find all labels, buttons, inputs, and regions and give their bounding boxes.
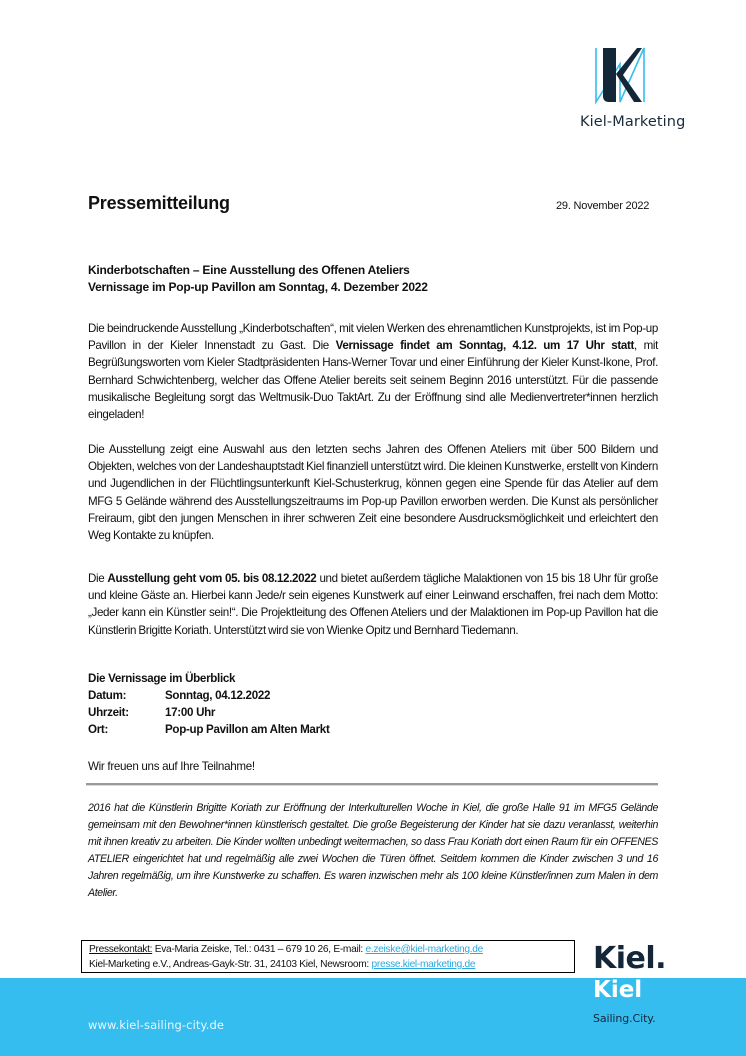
overview-label: Uhrzeit: [88, 706, 129, 719]
background-note: 2016 hat die Künstlerin Brigitte Koriath zur Eröffnung der Interkulturellen Woche in Kiel, die große Halle 91 im MFG5 Gelände gemeinsam mit den Bewohner*innen künstlerisch gestaltet. Die große Begeisterung der Kinder hat sie dazu veranlasst, weiterhin mit ihnen kreativ zu arbeiten. Die Kinder wollten unbedingt weitermachen, so dass Frau Koriath dort einen Raum für ein OFFENES ATELIER eingerichtet hat und regelmäßig alle zwei Wochen die Türen öffnet. Seitdem kommen die Kinder zwischen 3 und 16 Jahren regelmäßig, um ihre Kunstwerke zu schaffen. Es waren inzwischen mehr als 100 kleine Künstler/innen zum Malen in dem Atelier. [88, 802, 658, 900]
logo-text: Kiel-Marketing [580, 114, 686, 130]
headline [88, 262, 668, 296]
paragraph-1 [88, 320, 658, 423]
headline-line-2: Vernissage im Pop-up Pavillon am Sonntag, 4. Dezember 2022 [88, 280, 428, 294]
overview-value: Pop-up Pavillon am Alten Markt [165, 723, 330, 736]
p1-text-a: Die beindruckende Ausstellung „Kinderbotschaften“, mit vielen Werken des ehrenamtlichen Kunstprojekts, ist im Pop-up Pavillon in der Kieler Innenstadt zu Gast. Die [88, 322, 658, 353]
kiel-marketing-logo [580, 44, 690, 130]
p3-text-c: und bietet außerdem tägliche Malaktionen von 15 bis 18 Uhr für große und kleine Gäste an. Hierbei kann Jede/r sein eigenes Kunstwerk auf einer Leinwand erschaffen, frei nach dem Motto: „Jeder kann ein Künstler sein!“. Die Projektleitung des Offenen Ateliers und der Malaktionen im Pop-up Pavillon hat die Künstlerin Brigitte Koriath. Unterstützt wird sie von Wienke Opitz und Bernhard Tiedemann. [88, 572, 659, 637]
overview-value: Sonntag, 04.12.2022 [165, 689, 271, 702]
kiel-sailing-city-logo [593, 941, 683, 1025]
p1-text-c: , mit Begrüßungsworten vom Kieler Stadtpräsidenten Hans-Werner Tovar und einer Einführung der Kieler Kunst-Ikone, Prof. Bernhard Schwichtenberg, welcher das Offene Atelier bereits seit seinem Beginn 2016 unterstützt. Für die passende musikalische Begleitung sorgt das Weltmusik-Duo TaktArt. Zu der Eröffnung sind alle Medienvertreter*innen herzlich eingeladen! [88, 339, 658, 422]
overview-row-time [88, 704, 330, 721]
logo-kiel-mirrored: Kiel [593, 977, 643, 1003]
overview-row-place [88, 721, 330, 738]
overview-value: 17:00 Uhr [165, 706, 216, 719]
paragraph-2: Die Ausstellung zeigt eine Auswahl aus den letzten sechs Jahren des Offenen Ateliers mit über 500 Bildern und Objekten, welches von der Landeshauptstadt Kiel finanziell unterstützt wird. Die kleinen Kunstwerke, erstellt von Kindern und Jugendlichen in der Flüchtlingsunterkunft Kiel-Schusterkrug, können gegen eine Spende für das Atelier auf dem MFG 5 Gelände während des Ausstellungszeitraums im Pop-up Pavillon erworben werden. Die Kunst als persönlicher Freiraum, gibt den jungen Menschen in ihrer schweren Zeit eine besondere Ausdrucksmöglichkeit und erleichtert den Weg Kontakte zu knüpfen. [88, 443, 658, 543]
closing-text: Wir freuen uns auf Ihre Teilnahme! [88, 760, 255, 773]
contact-line-1 [89, 942, 574, 957]
divider [86, 783, 658, 786]
headline-line-1: Kinderbotschaften – Eine Ausstellung des Offenen Ateliers [88, 263, 410, 277]
press-contact-box [81, 940, 575, 973]
overview-label: Ort: [88, 723, 109, 736]
overview-row-date [88, 687, 330, 704]
page-title: Pressemitteilung [88, 193, 230, 213]
p1-bold: Vernissage findet am Sonntag, 4.12. um 17 Uhr statt [335, 339, 634, 353]
k-logo-icon [590, 44, 650, 106]
logo-kiel-dark: Kiel. [593, 941, 667, 976]
release-date: 29. November 2022 [556, 200, 650, 212]
contact-label: Pressekontakt: [89, 944, 153, 955]
footer-url[interactable]: www.kiel-sailing-city.de [88, 1018, 225, 1032]
email-link[interactable]: e.zeiske@kiel-marketing.de [365, 944, 483, 955]
p3-bold: Ausstellung geht vom 05. bis 08.12.2022 [107, 572, 317, 585]
contact-details: Eva-Maria Zeiske, Tel.: 0431 – 679 10 26, E-mail: [152, 944, 366, 955]
overview-title: Die Vernissage im Überblick [88, 672, 236, 685]
contact-address: Kiel-Marketing e.V., Andreas-Gayk-Str. 31, 24103 Kiel, Newsroom: [89, 959, 372, 970]
contact-line-2 [89, 957, 574, 972]
p3-text-a: Die [88, 572, 108, 585]
newsroom-link[interactable]: presse.kiel-marketing.de [371, 959, 476, 970]
overview-label: Datum: [88, 689, 127, 702]
paragraph-3 [88, 570, 658, 639]
logo-tagline: Sailing.City. [593, 1012, 656, 1025]
vernissage-overview [88, 670, 330, 738]
